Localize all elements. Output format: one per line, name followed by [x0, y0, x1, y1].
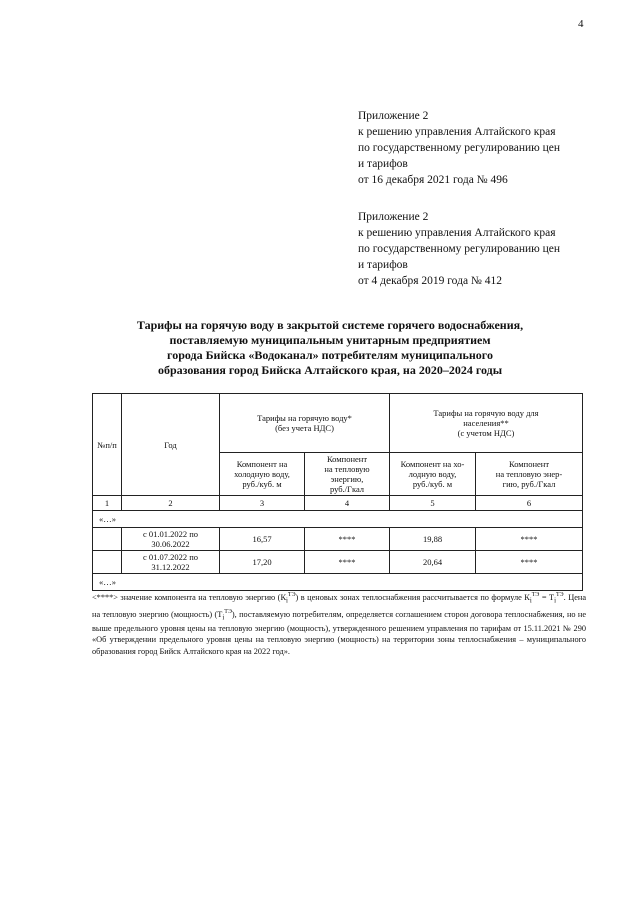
column-number: 3 — [220, 496, 305, 511]
appendix-line: по государственному регулированию цен — [358, 243, 561, 255]
table-row — [93, 551, 583, 574]
header-cold-water-1: Компонент на холодную воду, руб./куб. м — [220, 453, 305, 496]
ellipsis-row — [93, 511, 583, 528]
column-number: 5 — [390, 496, 476, 511]
cold-water-1-cell: 16,57 — [220, 528, 305, 551]
title-line: города Бийска «Водоканал» потребителям муниципального — [167, 348, 493, 362]
footnote-superscript: ТЭ — [556, 592, 564, 598]
footnote-superscript: ТЭ — [287, 592, 296, 598]
footnote-text: <****> значение компонента на тепловую энергию (К — [92, 592, 286, 602]
header-cold-water-2: Компонент на хо- лодную воду, руб./куб. м — [390, 453, 476, 496]
appendix-line: и тарифов — [358, 259, 408, 271]
footnote-text: = Т — [539, 592, 555, 602]
footnote-subscript: i — [285, 597, 288, 605]
appendix-line: к решению управления Алтайского края — [358, 126, 556, 138]
title-line: Тарифы на горячую воду в закрытой системе горячего водоснабжения, — [136, 318, 524, 332]
cold-water-2-cell: 19,88 — [390, 528, 476, 551]
thermal-1-cell: **** — [305, 528, 390, 551]
row-num-cell — [93, 528, 122, 551]
thermal-2-cell: **** — [476, 528, 583, 551]
appendix-line: Приложение 2 — [358, 110, 429, 122]
column-number: 2 — [122, 496, 220, 511]
tariff-table — [92, 393, 583, 591]
period-cell: с 01.07.2022 по 31.12.2022 — [122, 551, 220, 574]
appendix-line: к решению управления Алтайского края — [358, 227, 556, 239]
header-num: №п/п — [93, 394, 122, 496]
ellipsis-cell: «…» — [93, 511, 583, 528]
appendix-line: и тарифов — [358, 158, 408, 170]
title-line: образования город Бийска Алтайского края, на 2020–2024 годы — [157, 363, 503, 377]
footnote-subscript: i — [529, 597, 532, 605]
header-group-no-vat: Тарифы на горячую воду* (без учета НДС) — [220, 394, 390, 453]
page-number: 4 — [578, 18, 584, 30]
footnote — [92, 590, 586, 657]
header-thermal-2: Компонент на тепловую энер- гию, руб./Гкал — [476, 453, 583, 496]
footnote-text: ) в ценовых зонах теплоснабжения рассчитывается по формуле К — [295, 592, 530, 602]
appendix-current-header — [358, 108, 608, 188]
header-year: Год — [122, 394, 220, 496]
header-thermal-1: Компонент на тепловую энергию, руб./Гкал — [305, 453, 390, 496]
footnote-subscript: i — [554, 597, 557, 605]
column-number: 4 — [305, 496, 390, 511]
appendix-line: Приложение 2 — [358, 211, 429, 223]
title-line: поставляемую муниципальным унитарным предприятием — [169, 333, 491, 347]
table-row — [93, 528, 583, 551]
thermal-1-cell: **** — [305, 551, 390, 574]
appendix-line: от 4 декабря 2019 года № 412 — [358, 275, 503, 287]
column-number-row — [93, 496, 583, 511]
thermal-2-cell: **** — [476, 551, 583, 574]
period-cell: с 01.01.2022 по 30.06.2022 — [122, 528, 220, 551]
column-number: 1 — [93, 496, 122, 511]
appendix-previous-header — [358, 209, 608, 289]
footnote-text: ), поставляемую потребителям, определяется соглашением сторон договора теплоснабжения, но не выше предельного уровня цены на тепловую энергию (мощность), утвержденного решением управления по тарифам от 15.11.2021 № 290 «Об утверждении предельного уровня цены на тепловую энергию (мощность) на территории зоны теплоснабжения – муниципального образования город Бийск Алтайского края на 2022 год». — [92, 609, 586, 656]
column-number: 6 — [476, 496, 583, 511]
row-num-cell — [93, 551, 122, 574]
footnote-superscript: ТЭ — [531, 592, 540, 598]
ellipsis-cell: «…» — [93, 574, 583, 591]
cold-water-2-cell: 20,64 — [390, 551, 476, 574]
appendix-line: от 16 декабря 2021 года № 496 — [358, 174, 508, 186]
footnote-superscript: ТЭ — [224, 608, 232, 615]
footnote-subscript: i — [222, 614, 225, 622]
footnote-text: . Цена на тепловую энергию (мощность) (Т — [92, 592, 586, 619]
cold-water-1-cell: 17,20 — [220, 551, 305, 574]
header-group-population: Тарифы на горячую воду для населения** (с учетом НДС) — [390, 394, 583, 453]
appendix-line: по государственному регулированию цен — [358, 142, 561, 154]
ellipsis-row — [93, 574, 583, 591]
document-title — [80, 318, 580, 378]
